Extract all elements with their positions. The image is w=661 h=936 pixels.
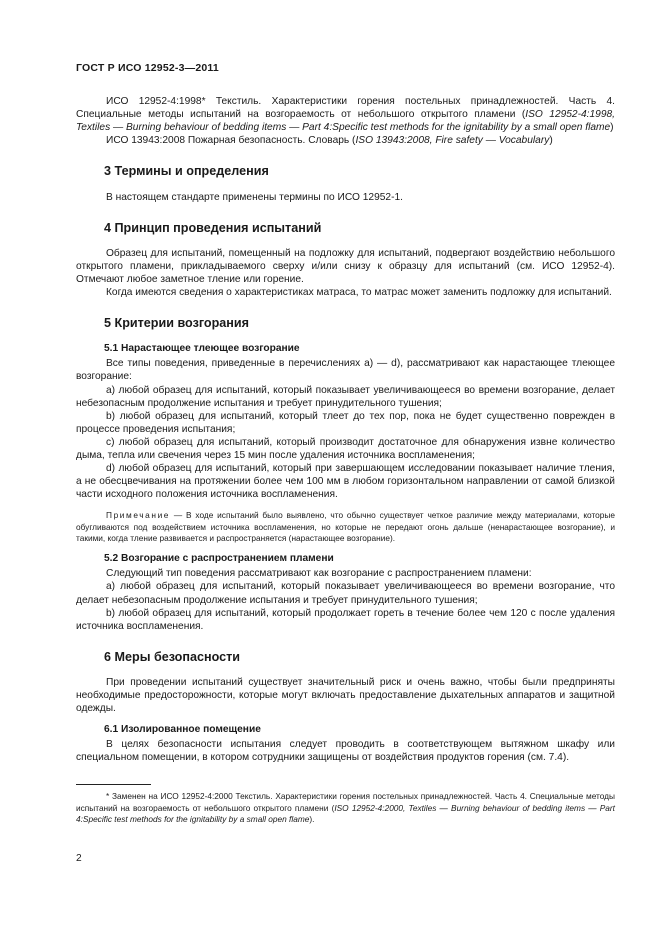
footnote-divider bbox=[76, 784, 151, 785]
section-4-title: 4 Принцип проведения испытаний bbox=[104, 220, 322, 235]
footnote: * Заменен на ИСО 12952-4:2000 Текстиль. Характеристики горения постельных принадлежностей. Часть 4. Специальные методы испытаний на возгораемость от небольшого открытого пламени (ISO 12952-4:2000, Textiles — Burning behaviour of bedding items — Part 4:Specific test methods for the ignitability by a small open flame). bbox=[76, 791, 615, 825]
subsection-6-1-paragraph: В целях безопасности испытания следует проводить в соответствующем вытяжном шкафу или специальном помещении, в котором сотрудники защищены от воздействия продуктов горения (см. 7.4). bbox=[76, 739, 615, 764]
reference-iso-12952-4: ИСО 12952-4:1998* Текстиль. Характеристики горения постельных принадлежностей. Часть 4. Специальные методы испытаний на возгораемость от небольшого открытого пламени (ISO 12952-4:1998, Textiles — Burning behaviour of bedding items — Part 4:Specific test methods for the ignitability by a small open flame) bbox=[76, 96, 615, 134]
document-header: ГОСТ Р ИСО 12952-3—2011 bbox=[76, 62, 219, 74]
subsection-5-1-intro: Все типы поведения, приведенные в перечислениях а) — d), рассматривают как нарастающее тлеющее возгорание: bbox=[76, 358, 615, 383]
list-item-c: c) любой образец для испытаний, который производит достаточное для обнаружения извне количество дыма, тепла или свечения через 15 мин после удаления источника воспламенения; bbox=[76, 436, 615, 461]
list-item-a: a) любой образец для испытаний, который показывает увеличивающееся во времени возгорание, что делает небезопасным продолжение испытания и требует принудительного тушения; bbox=[76, 581, 615, 606]
note: Примечание — В ходе испытаний было выявлено, что обычно существует четкое различие между материалами, которые обугливаются под воздействием источника воспламенения, но которые не передают огонь дальше (ненарастающее возгорание), и такими, когда тление развивается и распространяется (нарастающее возгорание). bbox=[76, 510, 615, 543]
subsection-5-1-title: 5.1 Нарастающее тлеющее возгорание bbox=[104, 343, 300, 355]
section-4-paragraph-2: Когда имеются сведения о характеристиках матраса, то матрас может заменить подложку для испытаний. bbox=[106, 287, 612, 299]
section-6-title: 6 Меры безопасности bbox=[104, 649, 241, 664]
section-4-paragraph-1: Образец для испытаний, помещенный на подложку для испытаний, подвергают воздействию небольшого открытого пламени, прикладываемого сверху и/или снизу к образцу для испытаний (см. ИСО 12952-4). Отмечают любое заметное тление или горение. bbox=[76, 247, 615, 285]
list-item-b: b) любой образец для испытаний, который продолжает гореть в течение более чем 120 с после удаления источника воспламенения. bbox=[76, 607, 615, 632]
subsection-5-2-title: 5.2 Возгорание с распространением пламени bbox=[104, 553, 334, 565]
list-item-b: b) любой образец для испытаний, который тлеет до тех пор, пока не будет существенно поврежден в процессе проведения испытания; bbox=[76, 410, 615, 435]
section-3-paragraph: В настоящем стандарте применены термины по ИСО 12952-1. bbox=[106, 191, 403, 203]
section-5-title: 5 Критерии возгорания bbox=[104, 316, 250, 331]
list-item-d: d) любой образец для испытаний, который при завершающем исследовании показывает наличие тления, а не обесцвечивания на протяжении более чем 100 мм в любом горизонтальном направлении от самой близкой части исходного положения источника воспламенения. bbox=[76, 463, 615, 501]
note-label: Примечание bbox=[106, 510, 171, 521]
list-item-a: a) любой образец для испытаний, который показывает увеличивающееся во времени возгорание, делает небезопасным продолжение испытания и требует принудительного тушения; bbox=[76, 384, 615, 409]
reference-iso-13943: ИСО 13943:2008 Пожарная безопасность. Словарь (ISO 13943:2008, Fire safety — Vocabulary) bbox=[106, 135, 553, 147]
subsection-5-2-intro: Следующий тип поведения рассматривают как возгорание с распространением пламени: bbox=[106, 568, 532, 580]
section-3-title: 3 Термины и определения bbox=[104, 164, 269, 179]
page-number: 2 bbox=[76, 853, 82, 864]
section-6-paragraph: При проведении испытаний существует значительный риск и очень важно, чтобы были предприняты необходимые предосторожности, которые могут включать предоставление дыхательных аппаратов и защитной одежды. bbox=[76, 676, 615, 715]
subsection-6-1-title: 6.1 Изолированное помещение bbox=[104, 724, 261, 736]
